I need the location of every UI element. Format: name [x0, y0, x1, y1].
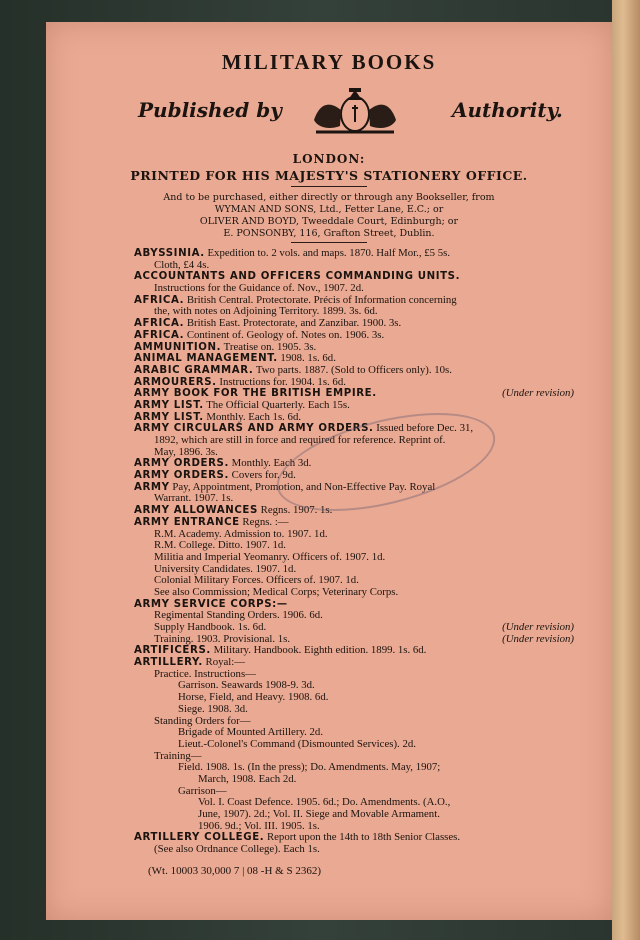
entry-text: University Candidates. 1907. 1d. [154, 562, 297, 575]
entry-heading: ARMY ALLOWANCES [134, 505, 258, 517]
entry-text: Field. 1908. 1s. (In the press); Do. Amendments. May, 1907; [178, 761, 441, 774]
catalogue-page [46, 22, 612, 920]
entry-text: Standing Orders for— [154, 714, 251, 727]
entry-status: (Under revision) [502, 632, 574, 645]
entry-heading: ANIMAL MANAGEMENT. [134, 353, 278, 365]
entry-text: Training. 1903. Provisional. 1s. [154, 632, 291, 645]
page-title: MILITARY BOOKS [221, 50, 437, 74]
entry-text: 1906. 9d.; Vol. III. 1905. 1s. [198, 819, 320, 832]
list-item [134, 645, 574, 657]
entry-text: Two parts. 1887. (Sold to Officers only). 10s. [255, 363, 452, 376]
entry-heading: ARMY SERVICE CORPS:— [134, 598, 288, 610]
entry-text: Regns. :— [242, 515, 289, 528]
entry-status: (Under revision) [502, 621, 574, 633]
entry-text: Vol. I. Coast Defence. 1905. 6d.; Do. Amendments. (A.O., [198, 796, 451, 809]
entry-heading: ARTIFICERS. [134, 645, 211, 657]
entry-heading: AFRICA. [134, 329, 185, 341]
entry-text: Pay, Appointment, Promotion, and Non-Effective Pay. Royal [172, 480, 436, 493]
entry-text: Training— [154, 749, 202, 762]
entry-text: Regimental Standing Orders. 1906. 6d. [154, 609, 323, 622]
divider [291, 242, 367, 243]
entry-text: British East. Protectorate, and Zanzibar. 1900. 3s. [186, 317, 402, 330]
book-list [134, 248, 574, 856]
entry-text: British Central. Protectorate. Précis of Information concerning [186, 293, 457, 306]
entry-text: Supply Handbook. 1s. 6d. [154, 621, 267, 633]
entry-text: Report upon the 14th to 18th Senior Classes. [266, 831, 461, 844]
entry-text: R.M. College. Ditto. 1907. 1d. [154, 539, 286, 552]
entry-text: Treatise on. 1905. 3s. [223, 340, 317, 353]
sellers-line-1: And to be purchased, either directly or through any Bookseller, from [163, 192, 495, 203]
entry-text: the, with notes on Adjoining Territory. 1899. 3s. 6d. [154, 305, 378, 318]
list-item [134, 330, 574, 342]
list-item [134, 342, 574, 354]
list-item [134, 365, 574, 377]
divider [291, 186, 367, 187]
sellers-line-2: WYMAN AND SONS, Ltd., Fetter Lane, E.C.; or [214, 204, 444, 215]
entry-text: Militia and Imperial Yeomanry. Officers of. 1907. 1d. [154, 550, 386, 563]
entry-text: Issued before Dec. 31, [376, 422, 474, 435]
list-item [134, 260, 574, 272]
entry-heading: ARTILLERY. [134, 657, 203, 669]
entry-heading: ARABIC GRAMMAR. [134, 364, 254, 376]
entry-text: Monthly. Each 1s. 6d. [206, 410, 302, 423]
authority-text: Authority. [452, 98, 563, 122]
entry-text: 1892, which are still in force and required for reference. Reprint of. [154, 434, 446, 446]
entry-text: Expedition to. 2 vols. and maps. 1870. Half Mor., £5 5s. [207, 247, 451, 259]
entry-text: Horse, Field, and Heavy. 1908. 6d. [178, 691, 329, 704]
sellers-line-4: E. PONSONBY, 116, Grafton Street, Dublin. [223, 228, 435, 239]
list-item [134, 412, 574, 424]
entry-text: Siege. 1908. 3d. [178, 702, 248, 715]
entry-heading: ARMOURERS. [134, 376, 217, 388]
entry-heading: ARMY ENTRANCE [134, 516, 240, 528]
list-item [134, 844, 574, 856]
entry-text: Lieut.-Colonel's Command (Dismounted Services). 2d. [178, 737, 416, 750]
entry-text: Instructions for. 1904. 1s. 6d. [219, 375, 346, 388]
entry-text: March, 1908. Each 2d. [198, 772, 297, 785]
entry-text: (See also Ordnance College). Each 1s. [154, 843, 320, 856]
list-item [134, 587, 574, 599]
entry-text: Warrant. 1907. 1s. [154, 492, 234, 505]
list-item [134, 400, 574, 412]
entry-text: The Official Quarterly. Each 15s. [206, 398, 350, 411]
royal-coat-of-arms-icon [296, 80, 414, 138]
london-heading: LONDON: [292, 152, 366, 166]
entry-text: Royal:— [205, 656, 246, 669]
entry-text: Cloth, £4 4s. [154, 258, 210, 271]
entry-heading: ARMY LIST. [134, 411, 204, 423]
book-spine [612, 0, 640, 940]
print-code: (Wt. 10003 30,000 7 | 08 -H & S 2362) [148, 865, 321, 877]
sellers-line-3: OLIVER AND BOYD, Tweeddale Court, Edinburgh; or [199, 216, 459, 227]
entry-text: Continent of. Geology of. Notes on. 1906. 3s. [186, 328, 385, 341]
entry-heading: ACCOUNTANTS AND OFFICERS COMMANDING UNITS. [134, 271, 461, 283]
entry-heading: AMMUNITION. [134, 341, 222, 353]
entry-text: Brigade of Mounted Artillery. 2d. [178, 726, 324, 739]
entry-heading: ARTILLERY COLLEGE. [134, 832, 265, 844]
entry-text: Colonial Military Forces. Officers of. 1907. 1d. [154, 574, 359, 587]
entry-heading: AFRICA. [134, 318, 185, 330]
entry-text: R.M. Academy. Admission to. 1907. 1d. [154, 527, 328, 540]
list-item [134, 388, 574, 400]
entry-text: Monthly. Each 3d. [231, 457, 312, 470]
entry-text: 1908. 1s. 6d. [280, 352, 336, 365]
entry-heading: AFRICA. [134, 294, 185, 306]
entry-heading: ABYSSINIA. [134, 248, 205, 259]
entry-heading: ARMY BOOK FOR THE BRITISH EMPIRE. [134, 388, 377, 400]
entry-text: Practice. Instructions— [154, 667, 256, 680]
entry-text: Instructions for the Guidance of. Nov., 1907. 2d. [154, 282, 364, 295]
entry-text: Regns. 1907. 1s. [260, 504, 333, 517]
entry-text: Garrison— [178, 784, 227, 797]
printed-for-heading: PRINTED FOR HIS MAJESTY'S STATIONERY OFFICE. [130, 168, 528, 183]
entry-text: Military. Handbook. Eighth edition. 1899. 1s. 6d. [213, 644, 427, 657]
entry-heading: ARMY ORDERS. [134, 458, 229, 470]
entry-text: Covers for. 9d. [231, 469, 296, 482]
entry-heading: ARMY CIRCULARS AND ARMY ORDERS. [134, 423, 374, 435]
entry-status: (Under revision) [502, 387, 574, 400]
entry-heading: ARMY LIST. [134, 399, 204, 411]
entry-heading: ARMY [134, 481, 170, 493]
entry-heading: ARMY ORDERS. [134, 470, 229, 482]
entry-text: May, 1896. 3s. [154, 445, 218, 458]
entry-text: Garrison. Seawards 1908-9. 3d. [178, 679, 315, 692]
entry-text: See also Commission; Medical Corps; Veterinary Corps. [154, 585, 399, 598]
entry-text: June, 1907). 2d.; Vol. II. Siege and Movable Armament. [198, 808, 440, 820]
published-by-text: Published by [138, 98, 282, 122]
